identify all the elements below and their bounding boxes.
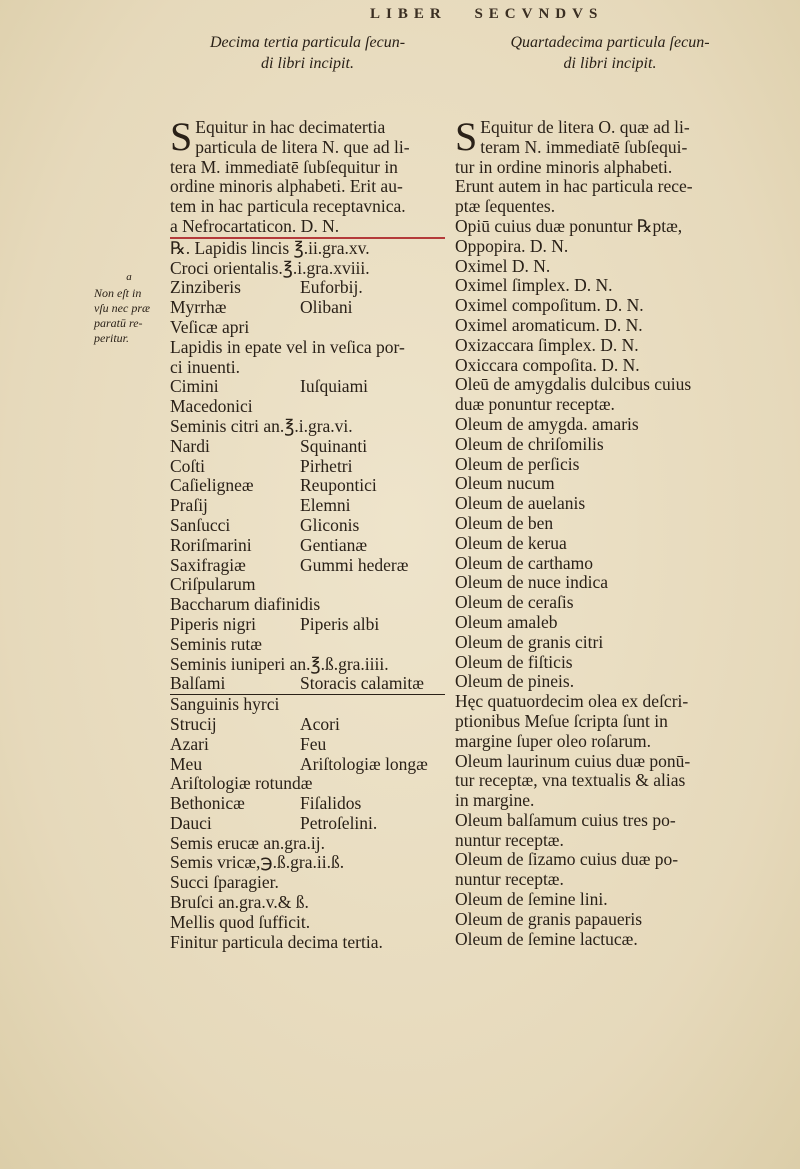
ingredient-name: Feu	[300, 733, 327, 754]
margin-note-line: vſu nec præ	[94, 301, 150, 315]
left-column-heading	[170, 32, 445, 74]
ingredient-pair-row	[170, 674, 445, 695]
text-line: Oleum balſamum cuius tres po-	[455, 809, 676, 830]
ingredient-name: Reupontici	[300, 475, 377, 496]
text-line: Oleum de amygda. amaris	[455, 413, 639, 434]
ingredient-name: Coſti	[170, 455, 206, 476]
right-column-heading	[465, 32, 755, 74]
text-line: Hęc quatuordecim olea ex deſcri-	[455, 691, 689, 712]
text-line: Seminis citri an.℥.i.gra.vi.	[170, 415, 353, 436]
running-head-left: LIBER	[370, 6, 447, 22]
text-line: ℞. Lapidis lincis ℥.ii.gra.xv.	[170, 237, 370, 258]
text-line: Veſicæ apri	[170, 316, 250, 337]
text-line: a Nefrocartaticon. D. N.	[170, 217, 445, 239]
ingredient-pair-row	[170, 536, 445, 556]
ingredient-name: Gentianæ	[300, 534, 368, 555]
text-line: Semis vricæ,℈.ß.gra.ii.ß.	[170, 852, 345, 873]
ingredient-name: Roriſmarini	[170, 534, 252, 555]
text-line: tem in hac particula receptavnica.	[170, 196, 406, 217]
text-line: Oleum de granis papaueris	[455, 908, 643, 929]
text-line: Oleum de perſicis	[455, 453, 580, 474]
text-line: Oleum de auelanis	[455, 493, 586, 514]
ingredient-name: Storacis calamitæ	[300, 673, 424, 694]
text-line: Ariſtologiæ rotundæ	[170, 773, 313, 794]
heading-line: Quartadecima particula ſecun-	[510, 34, 710, 51]
text-line: tera M. immediatē ſubſequitur in	[170, 156, 398, 177]
text-line: Erunt autem in hac particula rece-	[455, 176, 693, 197]
text-line: Oximel aromaticum. D. N.	[455, 314, 643, 335]
text-line: Oleum de granis citri	[455, 631, 604, 652]
text-line: Lapidis in epate vel in veſica por-	[170, 336, 405, 357]
text-line: Mellis quod ſufficit.	[170, 911, 311, 932]
text-line: Oleum de chriſomilis	[455, 433, 604, 454]
drop-cap: S	[170, 114, 193, 159]
ingredient-name: Iuſquiami	[300, 376, 369, 397]
ingredient-name: Gliconis	[300, 514, 360, 535]
text-line: Oximel compoſitum. D. N.	[455, 295, 644, 316]
ingredient-name: Acori	[300, 713, 340, 734]
ingredient-name: Cimini	[170, 376, 219, 397]
text-line: Oleum de fiſticis	[455, 651, 573, 672]
text-line: Bruſci an.gra.v.& ß.	[170, 892, 309, 913]
text-line: tur in ordine minoris alphabeti.	[455, 156, 673, 177]
ingredient-name: Euforbij.	[300, 277, 363, 298]
intro-paragraph	[170, 114, 445, 217]
margin-note	[94, 270, 164, 346]
text-line: Oleum de kerua	[455, 532, 567, 553]
running-head-right: SECVNDVS	[474, 6, 604, 22]
margin-note-line: peritur.	[94, 331, 130, 345]
ingredient-pair-row	[170, 377, 445, 397]
ingredient-name: Gummi hederæ	[300, 554, 409, 575]
text-line: Equitur in hac decimatertia	[195, 117, 386, 137]
ingredient-pair-row	[170, 496, 445, 516]
ingredient-pair-row	[170, 556, 445, 576]
margin-note-mark: a	[126, 271, 132, 283]
text-line: teram N. immediatē ſubſequi-	[480, 136, 688, 157]
text-line: Oppopira. D. N.	[455, 235, 569, 256]
ingredient-name: Elemni	[300, 495, 351, 516]
left-column-body	[170, 114, 445, 952]
ingredient-name: Dauci	[170, 812, 212, 833]
text-line: particula de litera N. que ad li-	[195, 136, 410, 157]
text-line: Oximel ſimplex. D. N.	[455, 275, 613, 296]
text-line: Oxizaccara ſimplex. D. N.	[455, 334, 639, 355]
text-line: Oleum de ben	[455, 512, 554, 533]
ingredient-pair-row	[170, 794, 445, 814]
ingredient-name: Sanſucci	[170, 514, 231, 535]
text-line: Oleum laurinum cuius duæ ponū-	[455, 750, 691, 771]
ingredient-pair-row	[170, 715, 445, 735]
ingredient-name: Fiſalidos	[300, 793, 362, 814]
running-head	[370, 6, 621, 23]
text-line: Oleum de ſemine lini.	[455, 889, 608, 910]
text-line: in margine.	[455, 790, 535, 811]
text-line: tur receptæ, vna textualis & alias	[455, 770, 686, 791]
ingredient-pair-row	[170, 437, 445, 457]
ingredient-pair-row	[170, 615, 445, 635]
text-line: Oleum de ſemine lactucæ.	[455, 928, 638, 949]
text-line: Croci orientalis.℥.i.gra.xviii.	[170, 257, 370, 278]
margin-note-line: Non eſt in	[94, 286, 142, 300]
ingredient-pair-row	[170, 298, 445, 318]
ingredient-name: Piperis nigri	[170, 613, 257, 634]
ingredient-name: Petroſelini.	[300, 812, 378, 833]
text-line: duæ ponuntur receptæ.	[455, 394, 615, 415]
text-line: ci inuenti.	[170, 356, 240, 377]
ingredient-name: Meu	[170, 753, 203, 774]
text-line: Oleum nucum	[455, 473, 555, 494]
ingredient-name: Nardi	[170, 435, 210, 456]
text-line: Oleum amaleb	[455, 611, 558, 632]
ingredient-name: Azari	[170, 733, 209, 754]
intro-paragraph	[455, 114, 755, 177]
left-column	[170, 32, 445, 952]
ingredient-name: Myrrhæ	[170, 297, 227, 318]
drop-cap: S	[455, 114, 478, 159]
text-line: Oximel D. N.	[455, 255, 551, 276]
text-line: Criſpularum	[170, 574, 256, 595]
text-line: Oleum de nuce indica	[455, 572, 609, 593]
text-line: Equitur de litera O. quæ ad li-	[480, 117, 690, 137]
heading-line: Decima tertia particula ſecun-	[209, 34, 406, 51]
ingredient-name: Zinziberis	[170, 277, 241, 298]
ingredient-pair-row	[170, 457, 445, 477]
ingredient-name: Strucij	[170, 713, 217, 734]
text-line: Succi ſparagier.	[170, 872, 279, 893]
ingredient-name: Piperis albi	[300, 613, 380, 634]
text-line: Baccharum diafinidis	[170, 594, 321, 615]
text-line: Oleum de pineis.	[455, 671, 575, 692]
text-line: Semis erucæ an.gra.ij.	[170, 832, 326, 853]
text-line: ptionibus Meſue ſcripta ſunt in	[455, 710, 668, 731]
ingredient-pair-row	[170, 735, 445, 755]
text-line: Oleum de ceraſis	[455, 592, 574, 613]
ingredient-name: Balſami	[170, 673, 226, 694]
text-line: Oleum de carthamo	[455, 552, 594, 573]
ingredient-name: Pirhetri	[300, 455, 353, 476]
text-line: Seminis rutæ	[170, 633, 262, 654]
text-line: ordine minoris alphabeti. Erit au-	[170, 176, 403, 197]
ingredient-pair-row	[170, 814, 445, 834]
text-line: Sanguinis hyrci	[170, 694, 280, 715]
recipe-ingredient-list	[170, 217, 445, 952]
recipe-list	[455, 177, 755, 949]
heading-line: di libri incipit.	[563, 55, 657, 72]
ingredient-pair-row	[170, 278, 445, 298]
ingredient-name: Saxifragiæ	[170, 554, 246, 575]
text-line: Finitur particula decima tertia.	[170, 931, 383, 952]
text-line: Oxiccara compoſita. D. N.	[455, 354, 640, 375]
ingredient-pair-row	[170, 755, 445, 775]
right-column	[455, 32, 755, 949]
ingredient-pair-row	[170, 476, 445, 496]
text-line: Oleum de ſizamo cuius duæ po-	[455, 849, 679, 870]
text-line: Macedonici	[170, 396, 253, 417]
ingredient-name: Ariſtologiæ longæ	[300, 753, 428, 774]
text-line: nuntur receptæ.	[455, 869, 564, 890]
text-line: margine ſuper oleo roſarum.	[455, 730, 652, 751]
text-line: Oleū de amygdalis dulcibus cuius	[455, 374, 692, 395]
margin-note-line: paratū re-	[94, 316, 143, 330]
ingredient-name: Caſieligneæ	[170, 475, 254, 496]
text-line: Opiū cuius duæ ponuntur ℞ptæ,	[455, 215, 683, 236]
ingredient-name: Olibani	[300, 297, 353, 318]
ingredient-pair-row	[170, 516, 445, 536]
text-line: ptæ ſequentes.	[455, 196, 556, 217]
text-line: nuntur receptæ.	[455, 829, 564, 850]
text-line: Seminis iuniperi an.℥.ß.gra.iiii.	[170, 653, 389, 674]
heading-line: di libri incipit.	[261, 55, 354, 72]
right-column-body	[455, 114, 755, 949]
ingredient-name: Bethonicæ	[170, 793, 245, 814]
ingredient-name: Praſij	[170, 495, 208, 516]
ingredient-name: Squinanti	[300, 435, 368, 456]
